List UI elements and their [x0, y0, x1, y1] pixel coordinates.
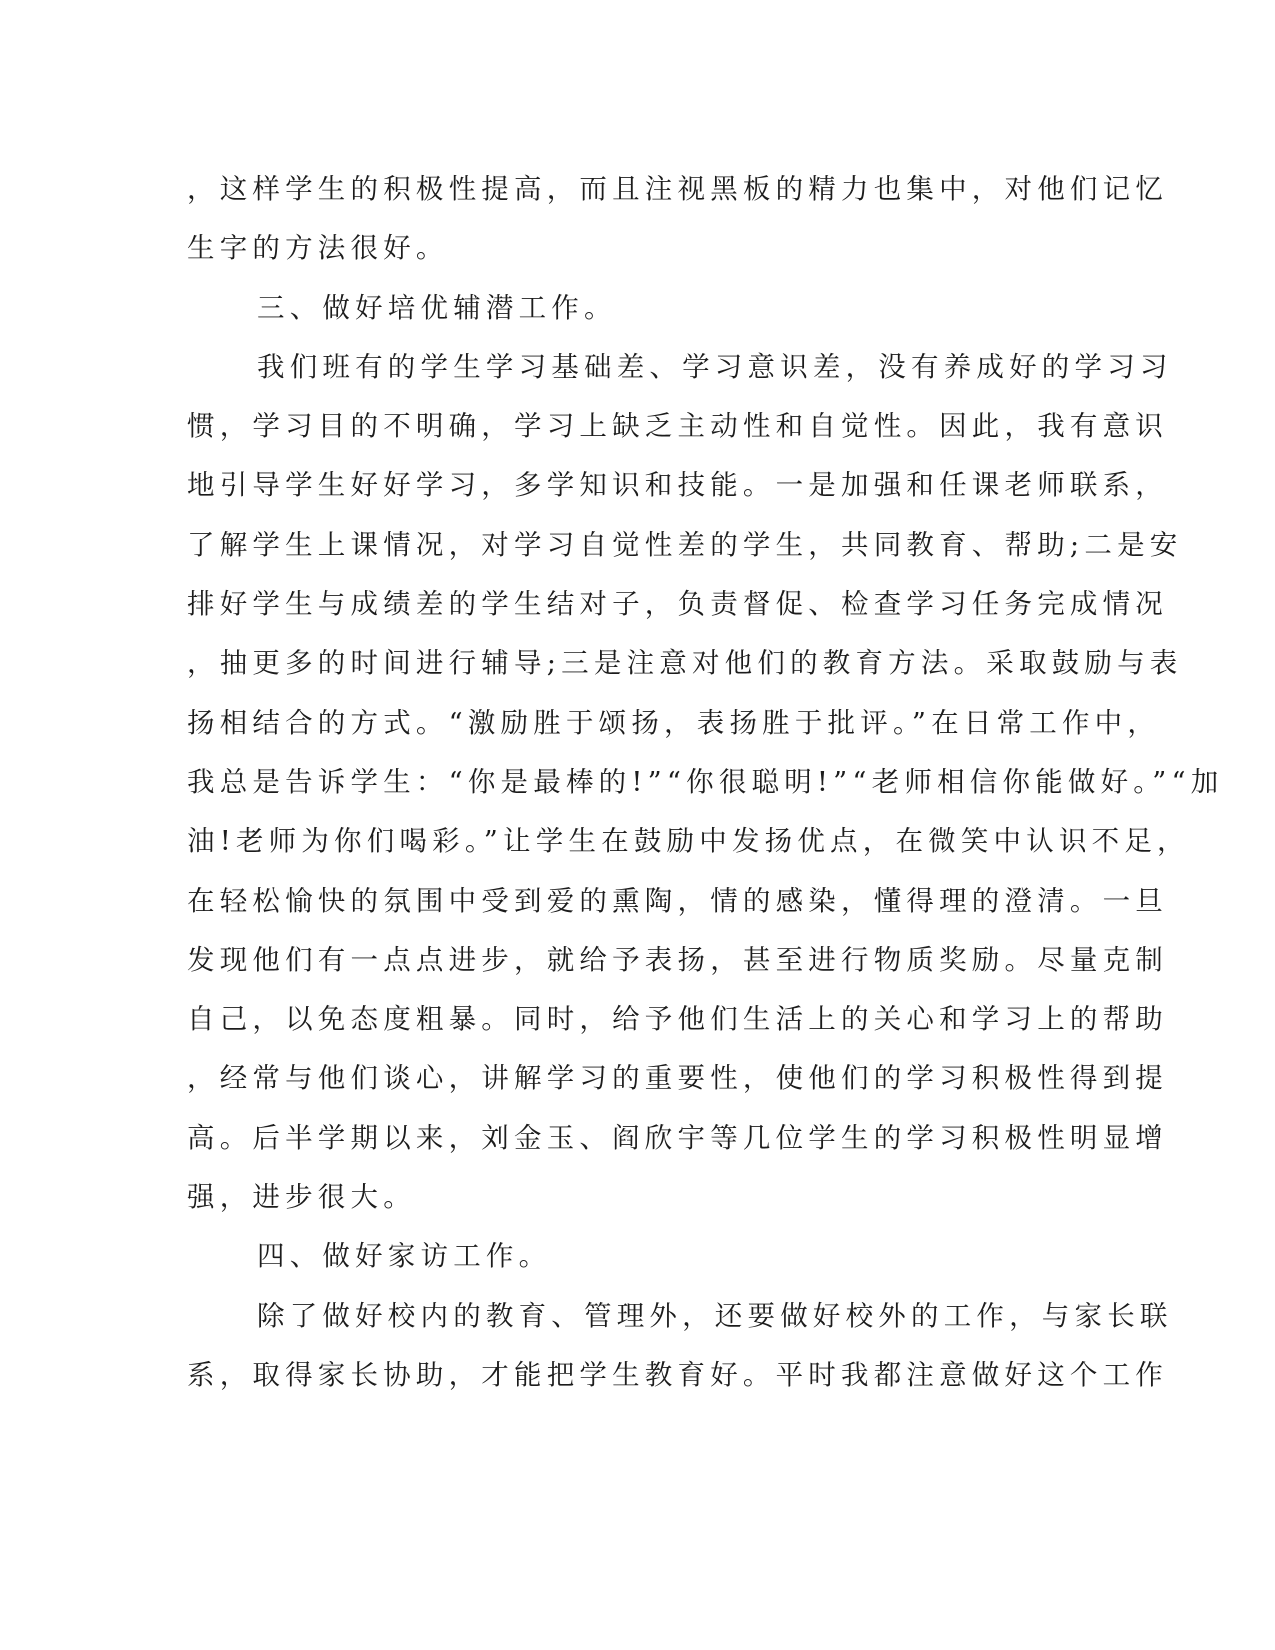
text-line: 油!老师为你们喝彩。”让学生在鼓励中发扬优点，在微笑中认识不足，	[187, 825, 1190, 858]
text-line: 自己，以免态度粗暴。同时，给予他们生活上的关心和学习上的帮助	[187, 1003, 1168, 1036]
text-line: 扬相结合的方式。“激励胜于颂扬，表扬胜于批评。”在日常工作中，	[187, 706, 1161, 739]
text-line: 系，取得家长协助，才能把学生教育好。平时我都注意做好这个工作	[187, 1358, 1168, 1391]
text-line: 高。后半学期以来，刘金玉、阎欣宇等几位学生的学习积极性明显增	[187, 1121, 1168, 1154]
text-line: 生字的方法很好。	[187, 232, 449, 265]
text-line: ，这样学生的积极性提高，而且注视黑板的精力也集中，对他们记忆	[187, 173, 1168, 205]
text-line: 发现他们有一点点进步，就给予表扬，甚至进行物质奖励。尽量克制	[187, 943, 1168, 976]
text-line: 惯，学习目的不明确，学习上缺乏主动性和自觉性。因此，我有意识	[187, 410, 1168, 443]
paragraph-start: 除了做好校内的教育、管理外，还要做好校外的工作，与家长联	[257, 1299, 1173, 1332]
section-heading: 三、做好培优辅潜工作。	[257, 291, 617, 324]
text-line: ，经常与他们谈心，讲解学习的重要性，使他们的学习积极性得到提	[187, 1062, 1168, 1095]
section-heading: 四、做好家访工作。	[257, 1240, 552, 1273]
text-line: 排好学生与成绩差的学生结对子，负责督促、检查学习任务完成情况	[187, 588, 1168, 621]
body-text	[187, 160, 1224, 1405]
text-line: ，抽更多的时间进行辅导;三是注意对他们的教育方法。采取鼓励与表	[187, 647, 1183, 680]
text-line: 在轻松愉快的氛围中受到爱的熏陶，情的感染，懂得理的澄清。一旦	[187, 884, 1168, 917]
text-line: 了解学生上课情况，对学习自觉性差的学生，共同教育、帮助;二是安	[187, 528, 1183, 561]
text-line: 地引导学生好好学习，多学知识和技能。一是加强和任课老师联系，	[187, 469, 1168, 502]
text-line: 我总是告诉学生：“你是最棒的!”“你很聪明!”“老师相信你能做好。”“加	[187, 765, 1224, 798]
paragraph-start: 我们班有的学生学习基础差、学习意识差，没有养成好的学习习	[257, 350, 1173, 383]
text-line: 强，进步很大。	[187, 1181, 416, 1214]
